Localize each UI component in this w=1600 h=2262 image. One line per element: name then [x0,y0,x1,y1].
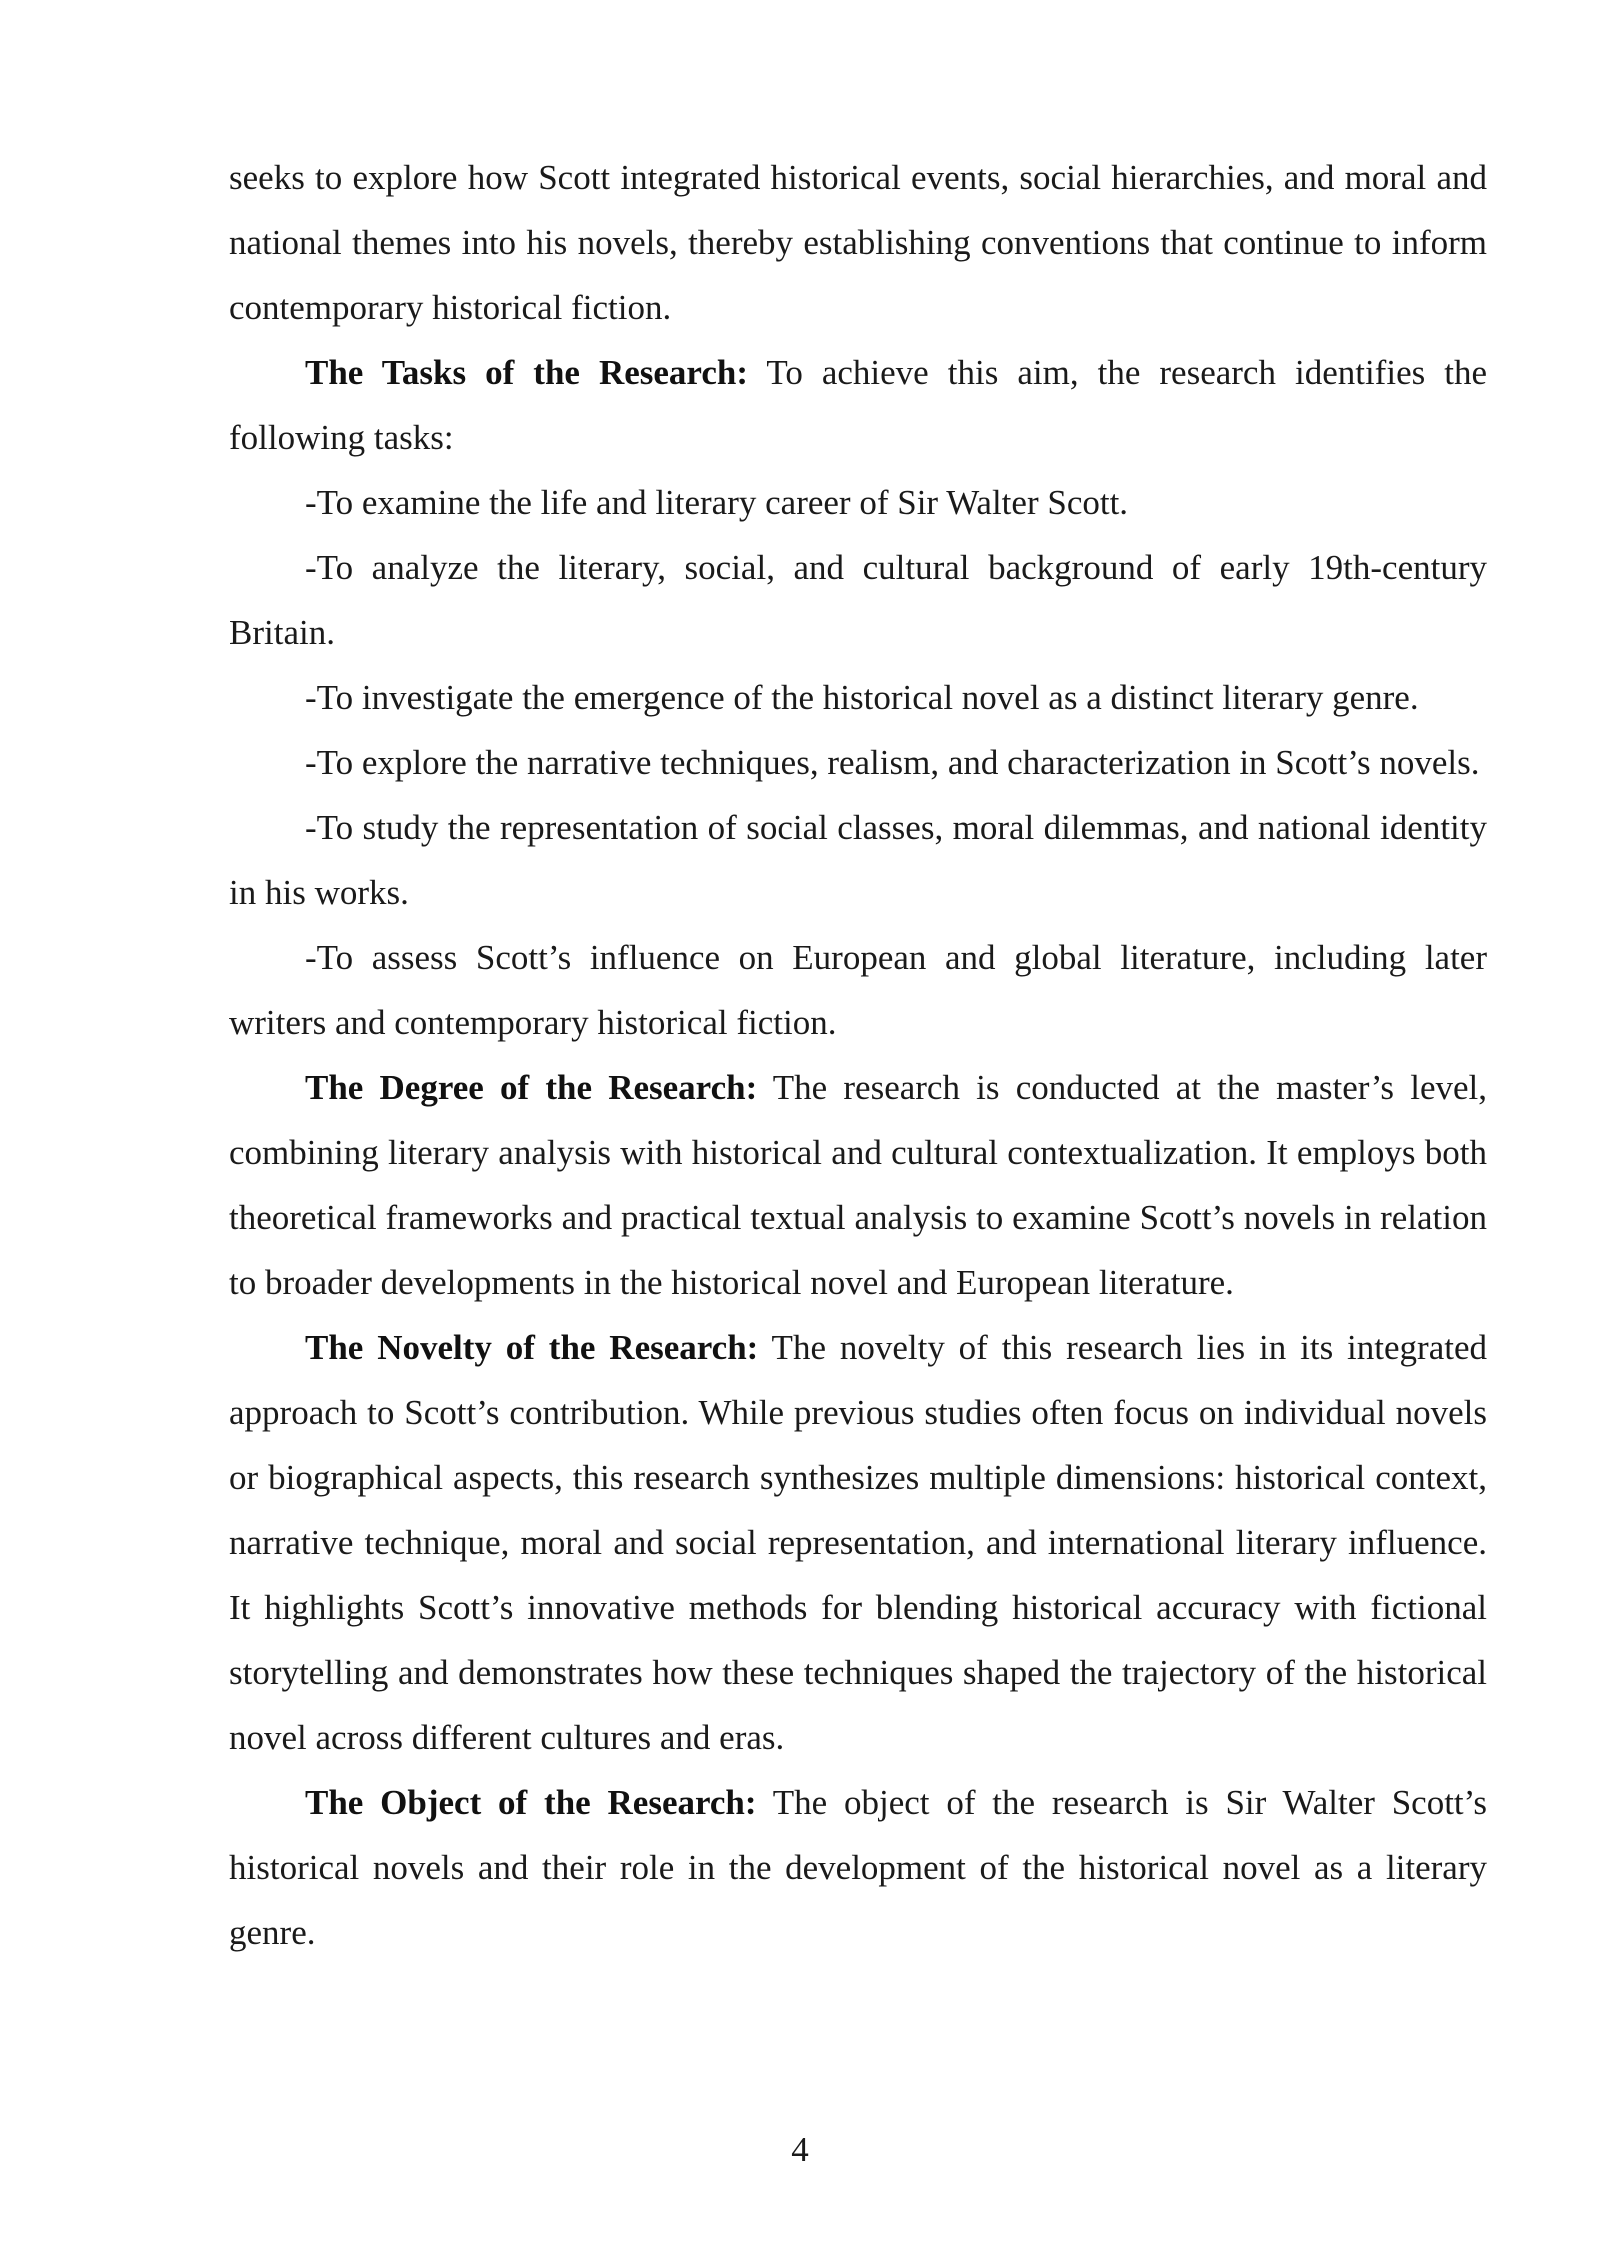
task-item: -To explore the narrative techniques, realism, and characterization in Scott’s novels. [305,743,1480,782]
page-number: 4 [791,2130,809,2169]
task-item: -To investigate the emergence of the historical novel as a distinct literary genre. [305,678,1419,717]
task-item: -To study the representation of social classes, moral dilemmas, and national identity in his works. [229,808,1487,912]
task-item: -To assess Scott’s influence on European and global literature, including later writers and contemporary historical fiction. [229,938,1487,1042]
tasks-paragraph [229,340,1487,470]
novelty-paragraph [229,1315,1487,1770]
novelty-text: The novelty of this research lies in its integrated approach to Scott’s contribution. While previous studies often focus on individual novels or biographical aspects, this research synthesizes multiple dimensions: historical context, narrative technique, moral and social representation, and international literary influence. It highlights Scott’s innovative methods for blending historical accuracy with fictional storytelling and demonstrates how these techniques shaped the trajectory of the historical novel across different cultures and eras. [229,1328,1487,1757]
novelty-heading: The Novelty of the Research: [305,1328,759,1367]
task-item: -To examine the life and literary career of Sir Walter Scott. [305,483,1129,522]
object-heading: The Object of the Research: [305,1783,757,1822]
object-paragraph [229,1770,1487,1965]
degree-text: The research is conducted at the master’s level, combining literary analysis with historical and cultural contextualization. It employs both theoretical frameworks and practical textual analysis to examine Scott’s novels in relation to broader developments in the historical novel and European literature. [229,1068,1488,1302]
document-body [229,145,1487,1965]
degree-heading: The Degree of the Research: [305,1068,758,1107]
object-text: The object of the research is Sir Walter Scott’s historical novels and their role in the development of the historical novel as a literary genre. [229,1783,1487,1952]
tasks-intro-text: To achieve this aim, the research identifies the following tasks: [229,353,1488,457]
degree-paragraph [229,1055,1487,1315]
task-item: -To analyze the literary, social, and cultural background of early 19th-century Britain. [229,548,1487,652]
opening-paragraph: seeks to explore how Scott integrated historical events, social hierarchies, and moral and national themes into his novels, thereby establishing conventions that continue to inform contemporary historical fiction. [229,158,1487,327]
tasks-heading: The Tasks of the Research: [305,353,748,392]
